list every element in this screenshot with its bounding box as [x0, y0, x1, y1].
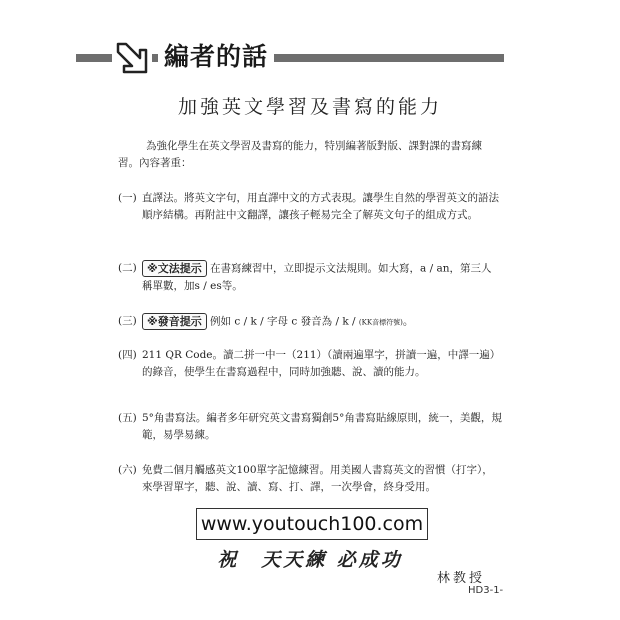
item-mark: (四): [118, 349, 137, 361]
item-body: [142, 260, 502, 295]
item-text: 例如 c / k / 字母 c 發音為 / k /: [210, 315, 356, 328]
page-title: 加強英文學習及書寫的能力: [177, 96, 442, 118]
item-text: 免費二個月觸感英文100單字記憶練習。用美國人書寫英文的習慣（打字），來學習單字，聽、說、讀、寫、打、譯，一次學會，終身受用。: [142, 464, 493, 493]
item-text: 在書寫練習中，立即提示文法規則。如大寫，a / an，第三人稱單數，加s / es等。: [142, 262, 492, 292]
arrow-down-right-icon: [112, 38, 152, 78]
grammar-tip-badge: ※文法提示: [142, 260, 207, 277]
blessing-text: 祝 天天練 必成功: [217, 549, 403, 571]
list-item: [118, 260, 502, 295]
item-mark: (一): [118, 192, 137, 204]
item-mark: (二): [118, 262, 137, 274]
item-tail: 。: [402, 315, 414, 328]
item-mark: (六): [118, 464, 137, 476]
item-text: 5°角書寫法。編者多年研究英文書寫獨創5°角書寫貼線原則，統一，美觀，規範，易學易練。: [142, 412, 502, 441]
intro-paragraph: 為強化學生在英文學習及書寫的能力，特別編著版對版、課對課的書寫練習。內容著重：: [118, 140, 482, 169]
list-item: [118, 313, 502, 332]
list-item: [118, 462, 502, 496]
header-title: 編者的話: [158, 40, 274, 74]
list-item: [118, 347, 502, 381]
item-text: 211 QR Code。讀二拼一中一（211）（讀兩遍單字，拼讀一遍，中譯一遍）的錄音，使學生在書寫過程中，同時加強聽、說、讀的能力。: [142, 349, 501, 378]
page-number: HD3-1-: [468, 585, 504, 596]
item-mark: (三): [118, 315, 137, 327]
list-item: [118, 190, 502, 224]
item-text: 直譯法。將英文字句，用直譯中文的方式表現。讓學生自然的學習英文的語法順序結構。再附註中文翻譯，讓孩子輕易完全了解英文句子的組成方式。: [142, 192, 499, 221]
section-header: [76, 36, 506, 80]
list-item: [118, 410, 502, 444]
author-name: 林教授: [437, 571, 486, 586]
website-link[interactable]: www.youtouch100.com: [196, 508, 428, 540]
item-mark: (五): [118, 412, 137, 424]
pronunciation-tip-badge: ※發音提示: [142, 313, 207, 330]
kk-note: (KK音標符號): [358, 318, 403, 327]
item-body: [142, 313, 502, 332]
